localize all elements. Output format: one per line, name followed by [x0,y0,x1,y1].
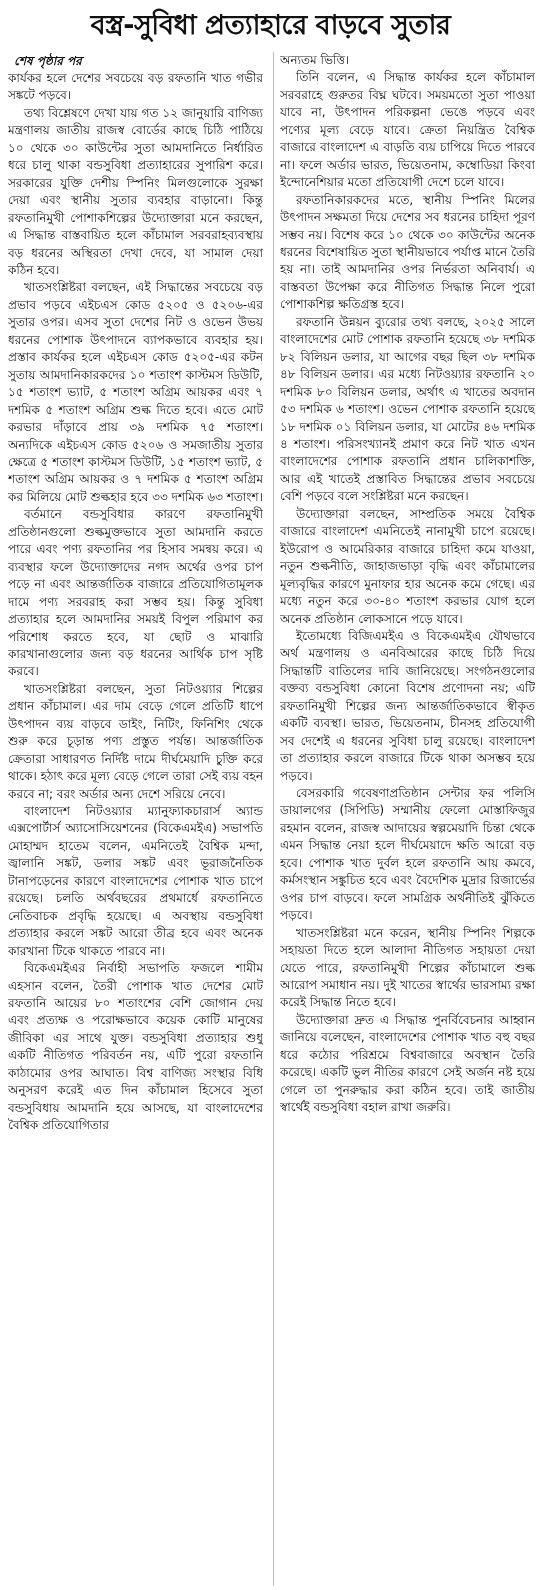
article-paragraph: তথ্য বিশ্লেষণে দেখা যায় গত ১২ জানুয়ারি বাণিজ্য মন্ত্রণালয় জাতীয় রাজস্ব বোর্ডের কাছে চিঠি পাঠিয়ে ১০ থেকে ৩০ কাউন্টের সুতা আমদানিতে নির্ধারিত ধরে চালু থাকা বন্ডসুবিধা প্রত্যাহারের সুপারিশ করে। সরকারের যুক্তি দেশীয় স্পিনিং মিলগুলোকে সুরক্ষা দেয়া এবং স্থানীয় সুতার ব্যবহার বাড়ানো। কিন্তু রফতানিমুখী পোশাকশিল্পের উদ্যোক্তারা মনে করছেন, এ সিদ্ধান্ত বাস্তবায়িত হলে কাঁচামাল সরবরাহব্যবস্থায় বড় ধরনের অস্থিরতা দেখা দেবে, যা সামাল দেয়া কঠিন হবে। [8,105,263,277]
article-paragraph: কার্যকর হলে দেশের সবচেয়ে বড় রফতানি খাত গভীর সঙ্কটে পড়বে। [8,71,263,103]
article-paragraph: বেসরকারি গবেষণাপ্রতিষ্ঠান সেন্টার ফর পলিসি ডায়ালগের (সিপিডি) সম্মানীয় ফেলো মোস্তাফিজুর রহমান বলেন, রাজস্ব আদায়ের স্বল্পমেয়াদি চিন্তা থেকে এমন সিদ্ধান্ত নেয়া হলে দীর্ঘমেয়াদে ক্ষতি আরো বড় হবে। পোশাক খাত দুর্বল হলে রফতানি আয় কমবে, কর্মসংস্থান সঙ্কুচিত হবে এবং বৈদেশিক মুদ্রার রিজার্ভের ওপর চাপ বাড়বে। ফলে সামগ্রিক অর্থনীতিই ঝুঁকিতে পড়বে। [280,786,535,923]
article-paragraph: বর্তমানে বন্ডসুবিধার কারণে রফতানিমুখী প্রতিষ্ঠানগুলো শুল্কমুক্তভাবে সুতা আমদানি করতে পারে এবং পণ্য রফতানির পর হিসাব সমন্বয় করে। এ ব্যবস্থার ফলে উদ্যোক্তাদের নগদ অর্থের ওপর চাপ পড়ে না এবং আন্তর্জাতিক বাজারে প্রতিযোগিতামূলক দামে পণ্য সরবরাহ করা সম্ভব হয়। কিন্তু সুবিধা প্রত্যাহার হলে আমদানির সময়ই বিপুল পরিমাণ কর পরিশোধ করতে হবে, যা ছোট ও মাঝারি কারখানাগুলোর জন্য বড় ধরনের আর্থিক চাপ সৃষ্টি করবে। [8,507,263,679]
article-paragraph: খাতসংশ্লিষ্টরা মনে করেন, স্থানীয় স্পিনিং শিল্পকে সহায়তা দিতে হলে আলাদা নীতিগত সহায়তা দেয়া যেতে পারে, রফতানিমুখী শিল্পের কাঁচামালে শুল্ক আরোপ সমাধান নয়। দুই খাতের স্বার্থের ভারসাম্য রক্ষা করেই সিদ্ধান্ত নিতে হবে। [280,925,535,1010]
article-paragraph: উদ্যোক্তারা দ্রুত এ সিদ্ধান্ত পুনর্বিবেচনার আহ্বান জানিয়ে বলেছেন, বাংলাদেশের পোশাক খাত বহু বছর ধরে কঠোর পরিশ্রমে বিশ্ববাজারে অবস্থান তৈরি করেছে। একটি ভুল নীতির কারণে সেই অর্জন নষ্ট হয়ে গেলে তা পুনরুদ্ধার করা কঠিন হবে। তাই জাতীয় স্বার্থেই বন্ডসুবিধা বহাল রাখা জরুরি। [280,1012,535,1115]
article-paragraph: ইতোমধ্যে বিজিএমইএ ও বিকেএমইএ যৌথভাবে অর্থ মন্ত্রণালয় ও এনবিআরের কাছে চিঠি দিয়ে সিদ্ধান্তটি বাতিলের দাবি জানিয়েছে। সংগঠনগুলোর বক্তব্য বন্ডসুবিধা কোনো বিশেষ প্রণোদনা নয়; এটি রফতানিমুখী শিল্পের জন্য আন্তর্জাতিকভাবে স্বীকৃত একটি ব্যবস্থা। ভারত, ভিয়েতনাম, চীনসহ প্রতিযোগী সব দেশেই এ ধরনের সুবিধা চালু রয়েছে। বাংলাদেশ তা প্রত্যাহার করলে বাজারে টিকে থাকা অসম্ভব হয়ে পড়বে। [280,628,535,783]
article-paragraph: তিনি বলেন, এ সিদ্ধান্ত কার্যকর হলে কাঁচামাল সরবরাহে গুরুতর বিঘ্ন ঘটবে। সময়মতো সুতা পাওয়া যাবে না, উৎপাদন পরিকল্পনা ভেঙে পড়বে এবং পণ্যের মূল্য বেড়ে যাবে। ক্রেতা নিয়ন্ত্রিত বৈশ্বিক বাজারে বাংলাদেশ এ বাড়তি ব্যয় চাপিয়ে দিতে পারবে না। ফলে অর্ডার ভারত, ভিয়েতনাম, কম্বোডিয়া কিংবা ইন্দোনেশিয়ার মতো প্রতিযোগী দেশে চলে যাবে। [280,70,535,190]
article-paragraph: উদ্যোক্তারা বলছেন, সাম্প্রতিক সময়ে বৈশ্বিক বাজারে বাংলাদেশ এমনিতেই নানামুখী চাপে রয়েছে। ইউরোপ ও আমেরিকার বাজারে চাহিদা কমে যাওয়া, নতুন শুল্কনীতি, জাহাজভাড়া বৃদ্ধি এবং কাঁচামালের মূল্যবৃদ্ধির কারণে মুনাফার হার অনেক কমে গেছে। এর মধ্যে নতুন করে ৩০-৪০ শতাংশ করভার যোগ হলে অনেক প্রতিষ্ঠান লোকসানে পড়ে যাবে। [280,506,535,626]
article-paragraph: বিকেএমইএর নির্বাহী সভাপতি ফজলে শামীম এহসান বলেন, তৈরী পোশাক খাত দেশের মোট রফতানি আয়ের ৮০ শতাংশের বেশি জোগান দেয় এবং প্রত্যক্ষ ও পরোক্ষভাবে কয়েক কোটি মানুষের জীবিকা এর সাথে যুক্ত। বন্ডসুবিধা প্রত্যাহার শুধু একটি নীতিগত পরিবর্তন নয়, এটি পুরো রফতানি কাঠামোর ওপর আঘাত। বিশ্ব বাণিজ্য সংস্থার বিধি অনুসরণ করেই এত দিন কাঁচামাল হিসেবে সুতা বন্ডসুবিধায় আমদানি হয়ে আসছে, যা বাংলাদেশের বৈশ্বিক প্রতিযোগিতার [8,961,263,1133]
article-paragraph: অন্যতম ভিত্তি। [280,53,350,67]
article-column-right [280,52,535,1588]
article-paragraph: রফতানিকারকদের মতে, স্থানীয় স্পিনিং মিলের উৎপাদন সক্ষমতা দিয়ে দেশের সব ধরনের চাহিদা পূরণ সম্ভব নয়। বিশেষ করে ১০ থেকে ৩০ কাউন্টের অনেক ধরনের বিশেষায়িত সুতা স্থানীয়ভাবে পর্যাপ্ত মানে তৈরি হয় না। তাই আমদানির ওপর নির্ভরতা অনিবার্য। এ বাস্তবতা উপেক্ষা করে নীতিগত সিদ্ধান্ত নিলে পুরো পোশাকশিল্প ক্ষতিগ্রস্ত হবে। [280,192,535,312]
article-paragraph: খাতসংশ্লিষ্টরা বলছেন, এই সিদ্ধান্তের সবচেয়ে বড় প্রভাব পড়বে এইচএস কোড ৫২০৫ ও ৫২০৬-এর সুতার ওপর। এসব সুতা দেশের নিট ও ওভেন উভয় ধরনের পোশাক উৎপাদনে ব্যাপকভাবে ব্যবহার হয়। প্রস্তাব কার্যকর হলে এইচএস কোড ৫২০৫-এর কটন সুতায় আমদানিকারকদের ১০ শতাংশ কাস্টমস ডিউটি, ১৫ শতাংশ ভ্যাট, ৫ শতাংশ অগ্রিম আয়কর এবং ৭ দশমিক ৫ শতাংশ অগ্রিম শুল্ক দিতে হবে। এতে মোট করভার দাঁড়াবে প্রায় ৩৯ দশমিক ৭৫ শতাংশ। অন্যদিকে এইচএস কোড ৫২০৬ ও সমজাতীয় সুতার ক্ষেত্রে ৫ শতাংশ কাস্টমস ডিউটি, ১৫ শতাংশ ভ্যাট, ৫ শতাংশ অগ্রিম আয়কর ও ৭ দশমিক ৫ শতাংশ অগ্রিম কর মিলিয়ে মোট শুল্কহার হবে ৩৩ দশমিক ৬৩ শতাংশ। [8,280,263,504]
article-paragraph: বাংলাদেশ নিটওয়্যার ম্যানুফ্যাকচারার্স অ্যান্ড এক্সপোর্টার্স অ্যাসোসিয়েশনের (বিকেএমইএ) সভাপতি মোহাম্মদ হাতেম বলেন, এমনিতেই বৈশ্বিক মন্দা, জ্বালানি সঙ্কট, ডলার সঙ্কট এবং ভূরাজনৈতিক টানাপড়েনের কারণে বাংলাদেশের পোশাক খাত চাপে রয়েছে। চলতি অর্থবছরের প্রথমার্ধে রফতানিতে নেতিবাচক প্রবৃদ্ধি হয়েছে। এ অবস্থায় বন্ডসুবিধা প্রত্যাহার করলে সঙ্কট আরো তীব্র হবে এবং অনেক কারখানা টিকে থাকতে পারবে না। [8,804,263,958]
continuation-kicker: শেষ পৃষ্ঠার পর [14,54,82,68]
headline: বস্ত্র-সুবিধা প্রত্যাহারে বাড়বে সুতার [90,10,451,41]
article-paragraph: খাতসংশ্লিষ্টরা বলছেন, সুতা নিটওয়্যার শিল্পের প্রধান কাঁচামাল। এর দাম বেড়ে গেলে প্রতিটি ধাপে উৎপাদন ব্যয় বাড়বে ডাইং, নিটিং, ফিনিশিং থেকে শুরু করে চূড়ান্ত পণ্য প্রস্তুত পর্যন্ত। আন্তর্জাতিক ক্রেতারা সাধারণত নির্দিষ্ট দামে দীর্ঘমেয়াদি চুক্তি করে থাকে। হঠাৎ করে মূল্য বেড়ে গেলে তারা সেই ব্যয় বহন করবে না; বরং অর্ডার অন্য দেশে সরিয়ে নেবে। [8,681,263,801]
article-column-left [8,52,263,1588]
article-paragraph: রফতানি উন্নয়ন ব্যুরোর তথ্য বলছে, ২০২৫ সালে বাংলাদেশের মোট পোশাক রফতানি হয়েছে ৩৮ দশমিক ৮২ বিলিয়ন ডলার, যা আগের বছর ছিল ৩৮ দশমিক ৪৮ বিলিয়ন ডলার। এর মধ্যে নিটওয়্যার রফতানি ২০ দশমিক ৮০ বিলিয়ন ডলার, অর্থাৎ এ খাতের অবদান ৫৩ দশমিক ৬ শতাংশ। ওভেন পোশাক রফতানি হয়েছে ১৮ দশমিক ০১ বিলিয়ন ডলার, যা মোটের ৪৬ দশমিক ৪ শতাংশ। পরিসংখ্যানই প্রমাণ করে নিট খাত এখন বাংলাদেশের পোশাক রফতানি প্রধান চালিকাশক্তি, আর এই খাতেই প্রস্তাবিত সিদ্ধান্তের প্রভাব সবচেয়ে বেশি পড়বে বলে সংশ্লিষ্টরা মনে করছেন। [280,314,535,504]
column-divider [273,52,274,1586]
